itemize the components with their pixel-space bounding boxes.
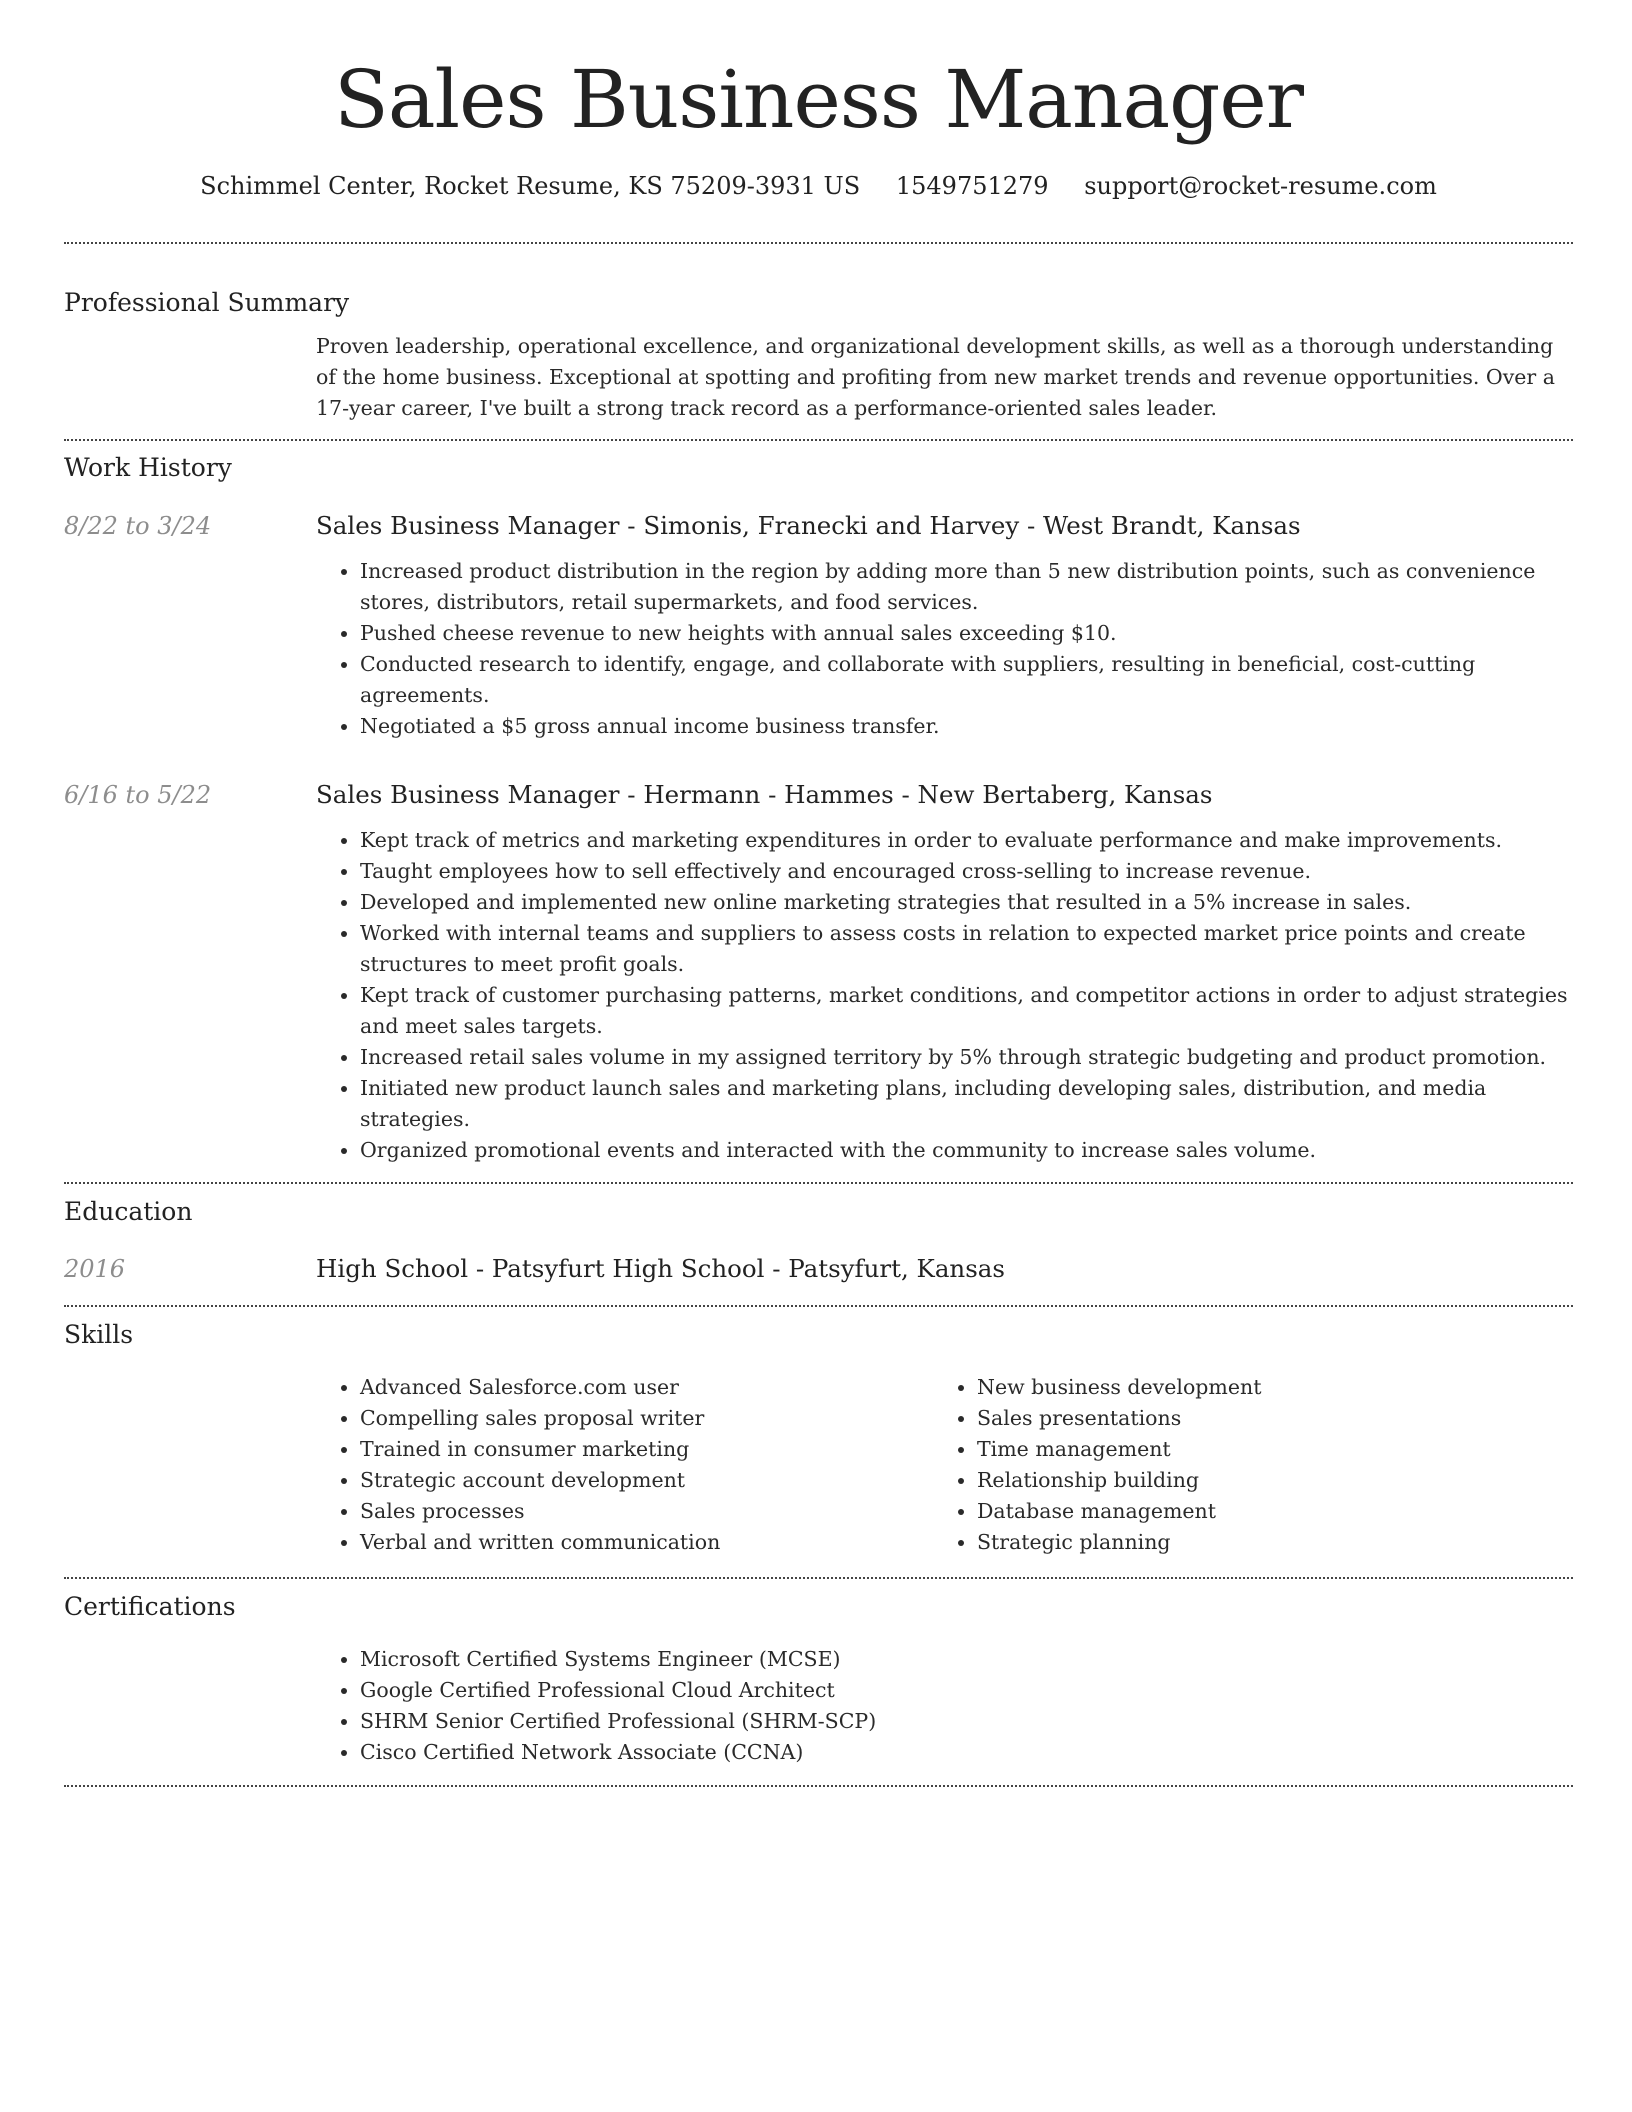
job-body <box>316 509 1573 742</box>
certifications-spacer <box>64 1644 316 1768</box>
education-year: 2016 <box>64 1255 126 1283</box>
skills-spacer <box>64 1372 316 1558</box>
contact-line <box>64 170 1573 202</box>
resume-name: Sales Business Manager <box>334 53 1303 146</box>
skill-item: • New business development <box>977 1372 1550 1403</box>
summary-row <box>64 331 1573 424</box>
skill-item: • Verbal and written communication <box>360 1527 933 1558</box>
section-divider <box>64 1182 1573 1184</box>
skill-item: • Strategic account development <box>360 1465 933 1496</box>
job-entry <box>64 509 1573 742</box>
skill-item: • Sales presentations <box>977 1403 1550 1434</box>
certification-item: • Cisco Certified Network Associate (CCNA) <box>360 1737 1573 1768</box>
education-heading-line: High School - Patsyfurt High School - Patsyfurt, Kansas <box>316 1254 1005 1283</box>
job-bullet: • Increased retail sales volume in my assigned territory by 5% through strategic budgeting and product promotion. <box>360 1042 1573 1073</box>
section-divider <box>64 242 1573 244</box>
skills-grid <box>316 1372 1573 1558</box>
job-bullet: • Kept track of customer purchasing patterns, market conditions, and competitor actions in order to adjust strategies and meet sales targets. <box>360 980 1573 1042</box>
education-heading: Education <box>64 1197 193 1226</box>
summary-text: Proven leadership, operational excellence, and organizational development skills, as well as a thorough understanding of the home business. Exceptional at spotting and profiting from new market trends and revenue opportunities. Over a 17-year career, I've built a strong track record as a performance-oriented sales leader. <box>316 334 1555 420</box>
section-divider <box>64 1785 1573 1787</box>
job-dates: 8/22 to 3/24 <box>64 512 212 540</box>
section-divider <box>64 439 1573 441</box>
education-entry <box>64 1252 1573 1286</box>
certification-item: • Microsoft Certified Systems Engineer (MCSE) <box>360 1644 1573 1675</box>
skills-row <box>64 1372 1573 1558</box>
summary-heading: Professional Summary <box>64 288 350 317</box>
skills-list-right <box>933 1372 1550 1558</box>
certification-item: • SHRM Senior Certified Professional (SHRM-SCP) <box>360 1706 1573 1737</box>
job-bullet: • Negotiated a $5 gross annual income business transfer. <box>360 711 1573 742</box>
work-history-heading: Work History <box>64 453 232 482</box>
skills-list-left <box>316 1372 933 1558</box>
job-bullet: • Kept track of metrics and marketing expenditures in order to evaluate performance and make improvements. <box>360 825 1573 856</box>
certifications-heading: Certifications <box>64 1592 236 1621</box>
skill-item: • Database management <box>977 1496 1550 1527</box>
job-dates: 6/16 to 5/22 <box>64 781 212 809</box>
job-heading: Sales Business Manager - Simonis, Franecki and Harvey - West Brandt, Kansas <box>316 511 1301 540</box>
resume-page <box>64 0 1573 1787</box>
job-heading: Sales Business Manager - Hermann - Hammes - New Bertaberg, Kansas <box>316 780 1213 809</box>
skill-item: • Trained in consumer marketing <box>360 1434 933 1465</box>
skill-item: • Sales processes <box>360 1496 933 1527</box>
skill-item: • Advanced Salesforce.com user <box>360 1372 933 1403</box>
contact-phone: 1549751279 <box>895 172 1049 200</box>
section-divider <box>64 1305 1573 1307</box>
skill-item: • Strategic planning <box>977 1527 1550 1558</box>
summary-spacer <box>64 331 316 424</box>
job-bullet: • Pushed cheese revenue to new heights with annual sales exceeding $10. <box>360 618 1573 649</box>
section-divider <box>64 1577 1573 1579</box>
job-bullet: • Developed and implemented new online marketing strategies that resulted in a 5% increase in sales. <box>360 887 1573 918</box>
skill-item: • Time management <box>977 1434 1550 1465</box>
job-bullet: • Conducted research to identify, engage, and collaborate with suppliers, resulting in beneficial, cost-cutting agreements. <box>360 649 1573 711</box>
job-bullet: • Organized promotional events and interacted with the community to increase sales volume. <box>360 1135 1573 1166</box>
job-bullet: • Initiated new product launch sales and marketing plans, including developing sales, distribution, and media strategies. <box>360 1073 1573 1135</box>
skill-item: • Compelling sales proposal writer <box>360 1403 933 1434</box>
job-bullet-list <box>316 556 1573 742</box>
job-bullet: • Taught employees how to sell effectively and encouraged cross-selling to increase revenue. <box>360 856 1573 887</box>
job-bullet-list <box>316 825 1573 1166</box>
skills-heading: Skills <box>64 1320 134 1349</box>
skill-item: • Relationship building <box>977 1465 1550 1496</box>
job-bullet: • Increased product distribution in the region by adding more than 5 new distribution points, such as convenience stores, distributors, retail supermarkets, and food services. <box>360 556 1573 618</box>
job-entry <box>64 778 1573 1166</box>
contact-address: Schimmel Center, Rocket Resume, KS 75209-3931 US <box>200 172 861 200</box>
certifications-row <box>64 1644 1573 1768</box>
certifications-list <box>316 1644 1573 1768</box>
certifications-body <box>316 1644 1573 1768</box>
contact-email: support@rocket-resume.com <box>1084 172 1437 200</box>
job-bullet: • Worked with internal teams and suppliers to assess costs in relation to expected market price points and create structures to meet profit goals. <box>360 918 1573 980</box>
job-body <box>316 778 1573 1166</box>
certification-item: • Google Certified Professional Cloud Architect <box>360 1675 1573 1706</box>
